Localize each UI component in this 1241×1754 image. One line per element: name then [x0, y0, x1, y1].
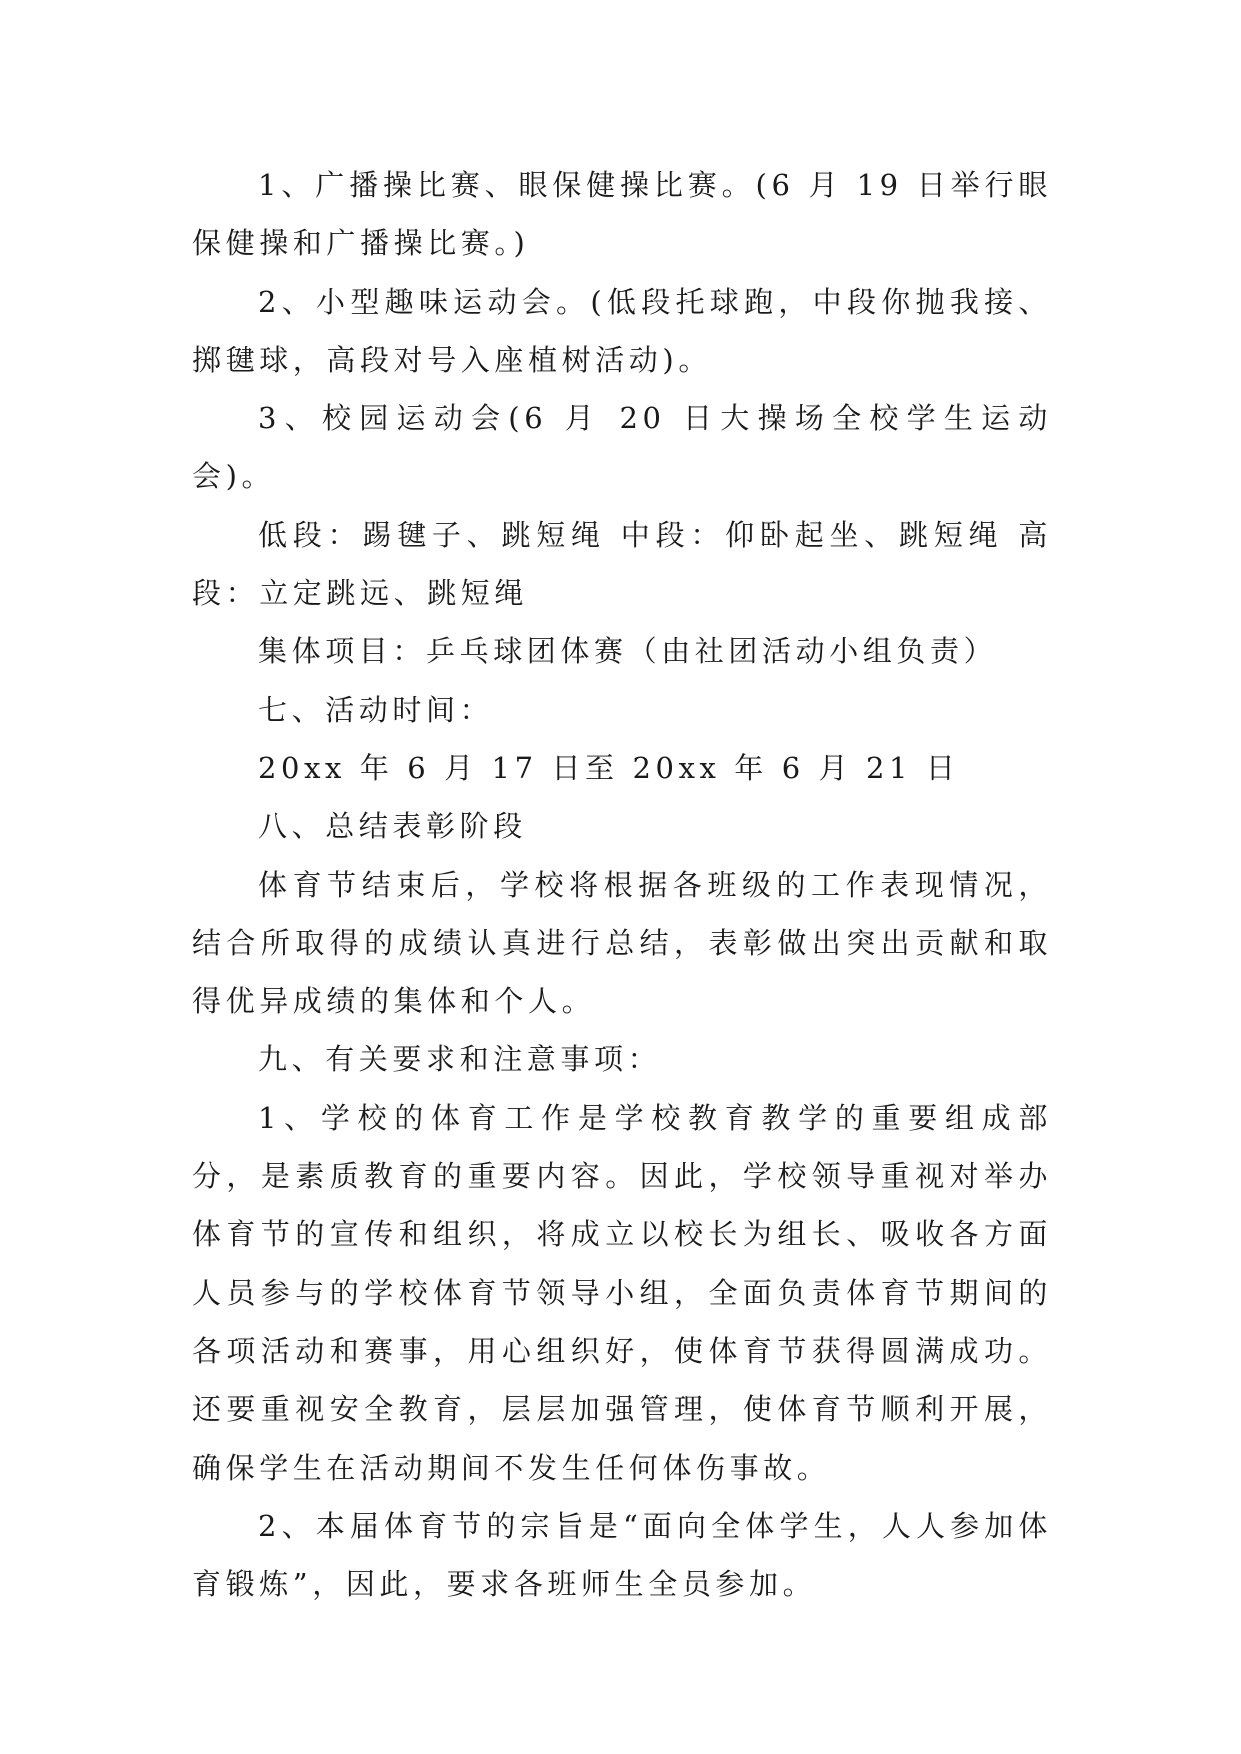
paragraph-grade-events: 低段：踢毽子、跳短绳 中段：仰卧起坐、跳短绳 高段：立定跳远、跳短绳: [192, 517, 1052, 611]
paragraph-summary: 体育节结束后，学校将根据各班级的工作表现情况，结合所取得的成绩认真进行总结，表彰做出突出贡献和取得优异成绩的集体和个人。: [192, 867, 1052, 1019]
paragraph-campus-sports-meet: 3、校园运动会(6 月 20 日大操场全校学生运动会)。: [192, 401, 1052, 494]
paragraph-date-range: 20xx 年 6 月 17 日至 20xx 年 6 月 21 日: [258, 750, 960, 785]
paragraph-competition-drills: 1、广播操比赛、眼保健操比赛。(6 月 19 日举行眼保健操和广播操比赛。): [192, 168, 1052, 261]
heading-requirements: 九、有关要求和注意事项：: [258, 1042, 662, 1077]
paragraph-group-event: 集体项目：乒乓球团体赛（由社团活动小组负责）: [258, 634, 998, 669]
paragraph-requirement-1: 1、学校的体育工作是学校教育教学的重要组成部分，是素质教育的重要内容。因此，学校领导重视对举办体育节的宣传和组织，将成立以校长为组长、吸收各方面人员参与的学校体育节领导小组，全面负责体育节期间的各项活动和赛事，用心组织好，使体育节获得圆满成功。还要重视安全教育，层层加强管理，使体育节顺利开展，确保学生在活动期间不发生任何体伤事故。: [192, 1100, 1052, 1485]
document-body: [192, 156, 1052, 1613]
paragraph-requirement-2: 2、本届体育节的宗旨是“面向全体学生，人人参加体育锻炼”，因此，要求各班师生全员参加。: [192, 1508, 1052, 1602]
paragraph-fun-sports-meet: 2、小型趣味运动会。(低段托球跑，中段你抛我接、掷毽球，高段对号入座植树活动)。: [192, 284, 1052, 377]
heading-summary-stage: 八、总结表彰阶段: [258, 809, 527, 844]
heading-activity-time: 七、活动时间：: [258, 692, 494, 727]
